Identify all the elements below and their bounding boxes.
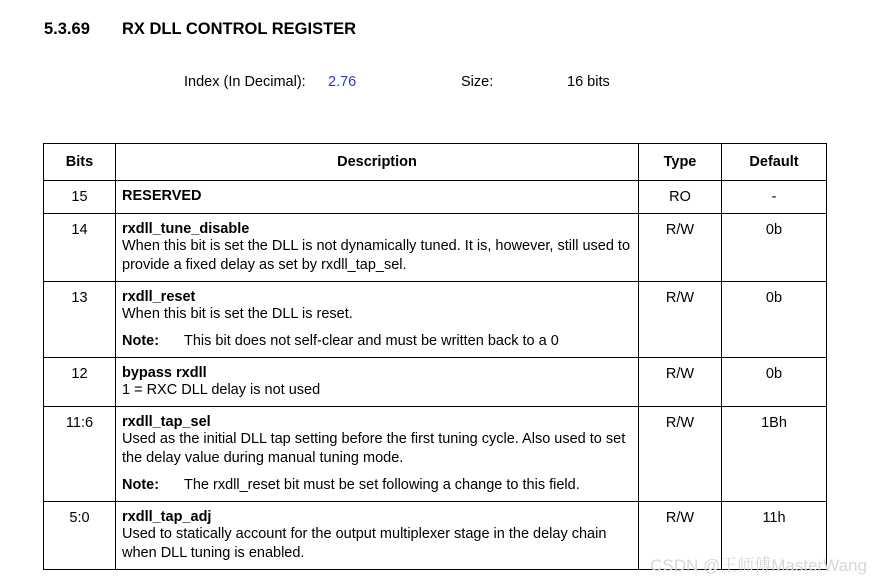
section-title: RX DLL CONTROL REGISTER xyxy=(122,20,357,38)
table-row xyxy=(44,282,827,358)
note-label: Note: xyxy=(122,477,160,493)
header-bits: Bits xyxy=(44,144,116,181)
index-label: Index (In Decimal): xyxy=(184,74,306,90)
cell-description xyxy=(116,502,639,570)
cell-type: R/W xyxy=(639,358,722,407)
field-description: Used to statically account for the output multiplexer stage in the delay chain when DLL tuning is enabled. xyxy=(122,526,607,561)
size-label: Size: xyxy=(461,74,494,90)
field-name: bypass rxdll xyxy=(122,365,207,381)
cell-description xyxy=(116,407,639,502)
field-name: rxdll_tune_disable xyxy=(122,221,250,237)
header-default: Default xyxy=(722,144,827,181)
field-name: rxdll_tap_sel xyxy=(122,414,211,430)
cell-default: 0b xyxy=(722,282,827,358)
index-value: 2.76 xyxy=(328,74,357,90)
cell-type: R/W xyxy=(639,282,722,358)
cell-bits: 5:0 xyxy=(44,502,116,570)
table-row xyxy=(44,407,827,502)
cell-bits: 14 xyxy=(44,214,116,282)
table-row xyxy=(44,358,827,407)
cell-type: R/W xyxy=(639,502,722,570)
field-name: RESERVED xyxy=(122,188,202,204)
register-table xyxy=(43,143,827,570)
table-row xyxy=(44,214,827,282)
cell-default: - xyxy=(722,181,827,214)
cell-default: 11h xyxy=(722,502,827,570)
note-text: This bit does not self-clear and must be written back to a 0 xyxy=(184,333,559,349)
cell-bits: 11:6 xyxy=(44,407,116,502)
section-number: 5.3.69 xyxy=(44,20,90,38)
table-body xyxy=(44,181,827,570)
field-description: Used as the initial DLL tap setting before the first tuning cycle. Also used to set the delay value during manual tuning mode. xyxy=(122,431,626,466)
cell-bits: 15 xyxy=(44,181,116,214)
field-description: When this bit is set the DLL is not dynamically tuned. It is, however, still used to provide a fixed delay as set by rxdll_tap_sel. xyxy=(122,238,631,273)
cell-bits: 13 xyxy=(44,282,116,358)
field-description: When this bit is set the DLL is reset. xyxy=(122,306,353,322)
table-header-row xyxy=(44,144,827,181)
table-row xyxy=(44,181,827,214)
watermark: CSDN @王师傅MasterWang xyxy=(650,556,867,575)
cell-description xyxy=(116,282,639,358)
header-description: Description xyxy=(116,144,639,181)
cell-type: R/W xyxy=(639,214,722,282)
field-description: 1 = RXC DLL delay is not used xyxy=(122,382,321,398)
field-note xyxy=(122,332,630,351)
cell-type: R/W xyxy=(639,407,722,502)
field-name: rxdll_reset xyxy=(122,289,196,305)
cell-default: 0b xyxy=(722,214,827,282)
cell-default: 0b xyxy=(722,358,827,407)
note-text: The rxdll_reset bit must be set following a change to this field. xyxy=(184,477,580,493)
cell-type: RO xyxy=(639,181,722,214)
note-label: Note: xyxy=(122,333,160,349)
field-note xyxy=(122,476,630,495)
cell-description xyxy=(116,181,639,214)
header-type: Type xyxy=(639,144,722,181)
cell-description xyxy=(116,358,639,407)
cell-description xyxy=(116,214,639,282)
field-name: rxdll_tap_adj xyxy=(122,509,212,525)
size-value: 16 bits xyxy=(567,74,610,90)
cell-default: 1Bh xyxy=(722,407,827,502)
section-heading xyxy=(44,20,356,39)
cell-bits: 12 xyxy=(44,358,116,407)
